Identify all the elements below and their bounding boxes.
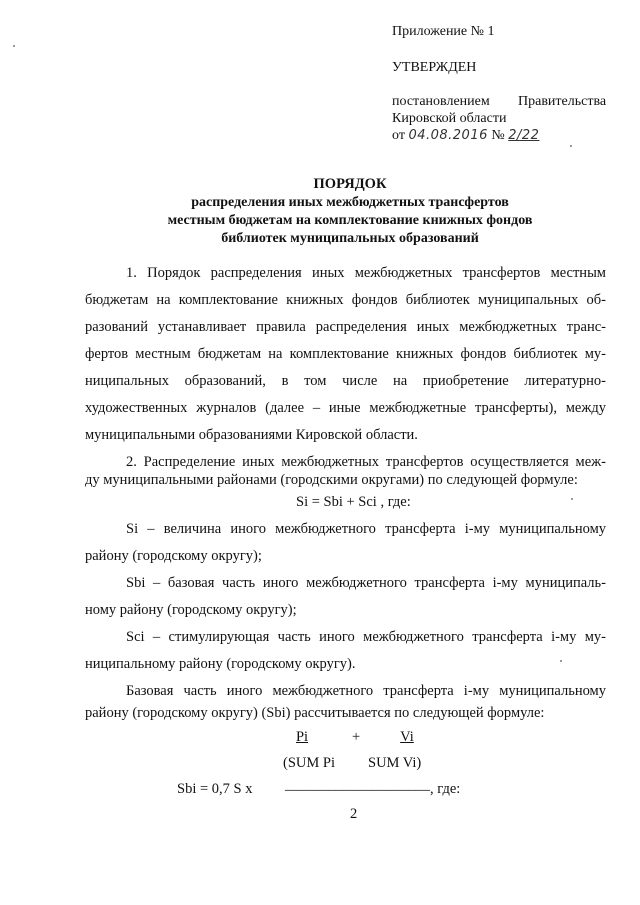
p1-line6: художественных журналов (далее – иные межбюджетные трансферты), между xyxy=(85,400,606,416)
scan-speck xyxy=(13,45,15,47)
p1-line2: бюджетам на комплектование книжных фондов библиотек муниципальных об- xyxy=(85,292,606,308)
title-line3: библиотек муниципальных образований xyxy=(221,231,479,246)
def-si-line2: району (городскому округу); xyxy=(85,548,262,564)
p1-line1: 1. Порядок распределения иных межбюджетных трансфертов местным xyxy=(126,265,606,281)
number-prefix: № xyxy=(491,128,505,143)
appendix-label: Приложение № 1 xyxy=(392,24,495,39)
formula-lhs: Sbi = 0,7 S x xyxy=(177,781,253,797)
p1-line4: фертов местным бюджетам на комплектование книжных фондов библиотек му- xyxy=(85,346,606,362)
p1-line3: разований устанавливает правила распределения иных межбюджетных транс- xyxy=(85,319,606,335)
title-line2: местным бюджетам на комплектование книжных фондов xyxy=(167,213,533,228)
decree-line2: Кировской области xyxy=(392,111,507,126)
def-sbi-line1: Sbi – базовая часть иного межбюджетного трансферта i-му муниципаль- xyxy=(126,575,606,591)
formula-tail: , где: xyxy=(430,781,461,797)
def-sci-line2: ниципальному району (городскому округу). xyxy=(85,656,356,672)
formula-num-pi: Pi xyxy=(295,729,309,745)
p3-line2: району (городскому округу) (Sbi) рассчитывается по следующей формуле: xyxy=(85,705,545,721)
def-sbi-line2: ному району (городскому округу); xyxy=(85,602,297,618)
approved-label: УТВЕРЖДЕН xyxy=(392,60,477,75)
title-line1: распределения иных межбюджетных трансфертов xyxy=(191,195,509,210)
def-si-line1: Si – величина иного межбюджетного трансферта i-му муниципальному xyxy=(126,521,606,537)
formula-den-left: (SUM Pi xyxy=(283,755,335,771)
formula-si: Si = Sbi + Sci , где: xyxy=(296,494,411,510)
formula-plus: + xyxy=(352,729,361,745)
formula-den-right: SUM Vi) xyxy=(368,755,422,771)
def-sci-line1: Sci – стимулирующая часть иного межбюджетного трансферта i-му му- xyxy=(126,629,606,645)
p2-line2: ду муниципальными районами (городскими округами) по следующей формуле: xyxy=(85,472,578,488)
scan-speck xyxy=(560,660,562,662)
document-heading: ПОРЯДОК xyxy=(313,176,387,192)
page-number: 2 xyxy=(350,806,358,822)
p1-line5: ниципальных образований, в том числе на приобретение литературно- xyxy=(85,373,606,389)
p1-line7: муниципальными образованиями Кировской области. xyxy=(85,427,418,443)
handwritten-number: 2/22 xyxy=(508,128,540,143)
p3-line1: Базовая часть иного межбюджетного трансферта i-му муниципальному xyxy=(126,683,606,699)
date-prefix: от xyxy=(392,128,405,143)
decree-line1-right: Правительства xyxy=(518,94,607,109)
scan-speck xyxy=(571,498,573,500)
handwritten-date: 04.08.2016 xyxy=(408,128,488,143)
formula-blank: ____________________ xyxy=(285,777,430,793)
p2-line1: 2. Распределение иных межбюджетных трансфертов осуществляется меж- xyxy=(126,454,606,470)
formula-num-vi: Vi xyxy=(400,729,414,745)
decree-date-line xyxy=(392,128,539,144)
decree-line1-left: постановлением xyxy=(392,94,490,109)
scan-speck xyxy=(570,145,572,147)
